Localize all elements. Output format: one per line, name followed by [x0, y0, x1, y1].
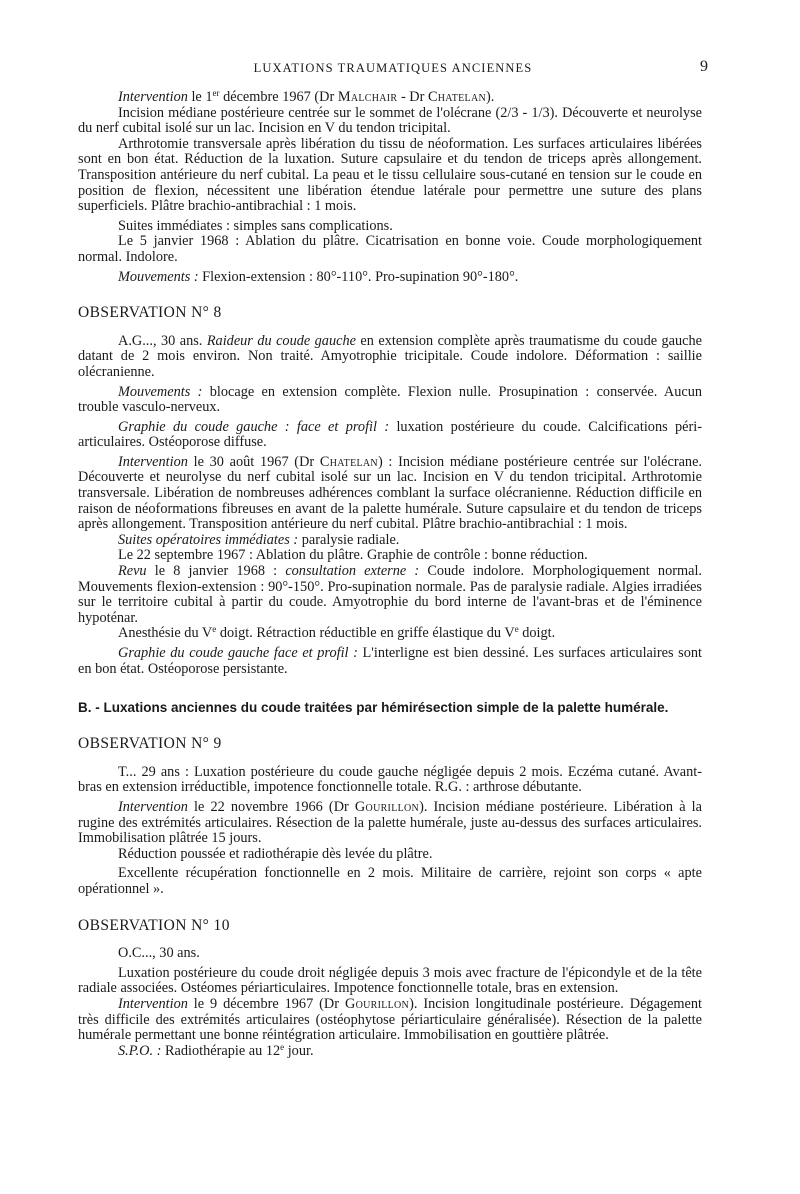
italic-label: consultation externe :: [285, 563, 420, 580]
superscript: er: [212, 88, 220, 98]
text-fragment: le 30 août 1967 (Dr: [187, 453, 320, 470]
italic-label: Mouvements :: [118, 383, 203, 400]
surgeon-name: Gourillon: [344, 995, 410, 1012]
observation-heading: [78, 918, 702, 934]
body-paragraph: [78, 564, 702, 626]
text-fragment: - Dr: [397, 89, 428, 105]
body-paragraph: O.C..., 30 ans.: [118, 945, 200, 962]
body-paragraph: Arthrotomie transversale après libération du tissu de néoformation. Les surfaces articulaires libérées sont en bon état. Réduction de la luxation. Suture capsulaire et du tendon de triceps après allongement. Transposition antérieure du nerf cubital. La peau et le tissu cellulaire sous-cutané en tension sur le coude en position de flexion, nécessitent une libération étendue latérale pour permettre une suture des plans superficiels. Plâtre brachio-antibrachial : 1 mois.: [78, 135, 702, 215]
text-fragment: décembre 1967 (Dr: [219, 89, 338, 105]
text-fragment: en extension complète après traumatisme du coude gauche datant de 2 mois environ. Non traité. Amyotrophie tricipitale. Coude indolore. Déformation : saillie olécranienne.: [78, 332, 702, 380]
intervention-paragraph: [78, 90, 702, 106]
observation-word: OBSERVATION: [78, 735, 187, 753]
italic-label: Revu: [118, 563, 147, 580]
body-paragraph: Réduction poussée et radiothérapie dès levée du plâtre.: [118, 845, 433, 862]
intervention-label: Intervention: [118, 89, 188, 105]
text-fragment: Flexion-extension : 80°-110°. Pro-supination 90°-180°.: [198, 268, 519, 285]
superscript: e: [212, 624, 217, 635]
italic-label: Raideur du coude gauche: [206, 332, 356, 349]
surgeon-name: Malchair: [337, 89, 398, 105]
body-paragraph: [78, 334, 702, 381]
text-fragment: A.G..., 30 ans.: [118, 332, 207, 349]
italic-label: Intervention: [118, 798, 188, 815]
text-fragment: Coude indolore. Morphologiquement normal. Mouvements flexion-extension : 90°-150°. Pro-supination normale. Pas de paralysie radiale. Algies irradiées sur le territoire cubital à partir du coude. Amyotrophie du bord interne de l'avant-bras et de l'éminence hypoténar.: [78, 563, 702, 626]
italic-label: Graphie du coude gauche : face et profil :: [118, 418, 390, 435]
body-paragraph: [78, 1041, 702, 1060]
body-paragraph: T... 29 ans : Luxation postérieure du coude gauche négligée depuis 2 mois. Eczéma cutané. Avant-bras en extension irréductible, impotence fonctionnelle totale. R.G. : arthrose débutante.: [78, 763, 702, 796]
text-fragment: ) : Incision médiane postérieure centrée sur l'olécrane. Découverte et neurolyse du nerf cubital isolé sur un lac. Incision en V du tendon tricipital. Arthrotomie transversale. Libération de nombreuses adhérences comblant la surface olécranienne. Réduction difficile en raison de néoformations fibreuses en avant de la palette humérale. Suture capsulaire et du tendon de triceps après allongement. Transposition antérieure du nerf cubital. Plâtre brachio-antibrachial : 1 mois.: [78, 453, 702, 533]
body-paragraph: [78, 800, 702, 847]
body-paragraph: [78, 385, 702, 416]
body-paragraph: Incision médiane postérieure centrée sur le sommet de l'olécrane (2/3 - 1/3). Découverte et neurolyse du nerf cubital isolé sur un lac. Incision en V du tendon tricipital.: [78, 104, 702, 137]
text-fragment: le 1: [187, 89, 213, 105]
observation-heading: [78, 305, 702, 321]
text-fragment: Anesthésie du V: [118, 625, 213, 642]
body-paragraph: Le 5 janvier 1968 : Ablation du plâtre. Cicatrisation en bonne voie. Coude morphologiquement normal. Indolore.: [78, 233, 702, 265]
movements-paragraph: [78, 270, 702, 286]
observation-number: N° 10: [191, 916, 230, 934]
body-paragraph: [78, 455, 702, 533]
body-paragraph: [78, 646, 702, 677]
text-fragment: doigt.: [518, 625, 556, 642]
superscript: e: [514, 624, 519, 635]
italic-label: Intervention: [118, 995, 188, 1012]
surgeon-name: Chatelan: [427, 89, 486, 105]
running-head: LUXATIONS TRAUMATIQUES ANCIENNES: [253, 61, 533, 75]
text-fragment: ). Incision longitudinale postérieure. Dégagement très difficile des extrémités articulaires (ostéophytose périarticulaire généralisée). Résection de la palette humérale permettant une bonne réintégration articulaire. Immobilisation en gouttière plâtrée.: [78, 995, 702, 1044]
body-paragraph: Le 22 septembre 1967 : Ablation du plâtre. Graphie de contrôle : bonne réduction.: [118, 547, 588, 564]
text-fragment: doigt. Rétraction réductible en griffe élastique du V: [216, 625, 515, 642]
movements-label: Mouvements :: [118, 268, 199, 285]
section-heading: B. - Luxations anciennes du coude traitées par hémirésection simple de la palette humérale.: [78, 700, 669, 716]
text-fragment: paralysie radiale.: [298, 531, 400, 548]
observation-number: N° 9: [191, 735, 222, 753]
superscript: e: [280, 1041, 285, 1052]
text-fragment: ).: [486, 89, 495, 105]
body-paragraph: [78, 997, 702, 1044]
body-paragraph: [78, 420, 702, 451]
surgeon-name: Gourillon: [354, 798, 420, 815]
italic-label: Intervention: [118, 453, 188, 470]
italic-label: Suites opératoires immédiates :: [118, 531, 299, 548]
observation-heading: [78, 736, 702, 752]
observation-number: N° 8: [191, 304, 222, 322]
body-paragraph: Excellente récupération fonctionnelle en 2 mois. Militaire de carrière, rejoint son corps « apte opérationnel ».: [78, 865, 702, 897]
italic-label: S.P.O. :: [118, 1042, 162, 1059]
page-number: 9: [700, 58, 708, 75]
body-paragraph: [78, 533, 702, 549]
text-fragment: ). Incision médiane postérieure. Libération à la rugine des extrémités articulaires. Résection de la palette humérale, juste au-dessus des surfaces articulaires. Immobilisation plâtrée 15 jours.: [78, 798, 702, 847]
body-paragraph: Luxation postérieure du coude droit négligée depuis 3 mois avec fracture de l'épicondyle et de la tête radiale associées. Ostéomes périarticulaires. Impotence fonctionnelle totale, bras en extension.: [78, 964, 702, 997]
surgeon-name: Chatelan: [319, 453, 378, 470]
text-fragment: blocage en extension complète. Flexion nulle. Prosupination : conservée. Aucun trouble vasculo-nerveux.: [78, 383, 702, 416]
body-paragraph: [78, 626, 702, 642]
italic-label: Graphie du coude gauche face et profil :: [118, 645, 358, 661]
text-fragment: le 9 décembre 1967 (Dr: [187, 995, 345, 1012]
text-fragment: le 22 novembre 1966 (Dr: [187, 798, 355, 815]
text-fragment: Radiothérapie au 12: [161, 1042, 281, 1059]
observation-word: OBSERVATION: [78, 304, 187, 322]
text-fragment: le 8 janvier 1968 :: [146, 563, 286, 580]
observation-word: OBSERVATION: [78, 916, 187, 934]
body-paragraph: Suites immédiates : simples sans complications.: [118, 217, 393, 234]
page-header: [78, 58, 708, 78]
page-content: [78, 90, 702, 1059]
text-fragment: luxation postérieure du coude. Calcifications péri-articulaires. Ostéoporose diffuse.: [78, 418, 702, 451]
text-fragment: jour.: [284, 1042, 314, 1059]
text-fragment: L'interligne est bien dessiné. Les surfaces articulaires sont en bon état. Ostéoporose persistante.: [78, 645, 702, 677]
